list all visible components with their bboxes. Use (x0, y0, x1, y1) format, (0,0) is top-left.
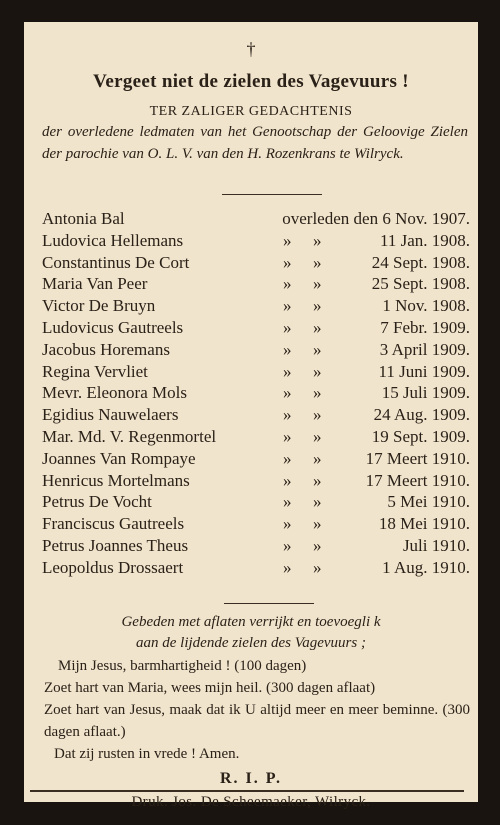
deceased-row (42, 252, 470, 274)
ditto-mark: » (283, 470, 292, 490)
deceased-name: Petrus De Vocht (42, 492, 152, 512)
deceased-row (42, 317, 470, 339)
death-date: 5 Mei 1910. (387, 492, 470, 512)
ditto-mark: » (313, 448, 322, 468)
prayer-line: Zoet hart van Maria, wees mijn heil. (300 dagen aflaat) (44, 680, 376, 696)
deceased-row (42, 513, 470, 535)
printer-credit: Druk. Jos. De Scheemaeker, Wilryck. (131, 794, 371, 810)
deceased-name: Victor De Bruyn (42, 296, 156, 316)
divider (222, 194, 322, 195)
ditto-mark: » (283, 448, 292, 468)
deceased-list (42, 208, 470, 579)
card-title: Vergeet niet de zielen des Vagevuurs ! (93, 71, 409, 92)
ditto-mark: » (283, 426, 292, 446)
ditto-mark: » (313, 339, 322, 359)
death-date: overleden den 6 Nov. 1907. (282, 209, 470, 228)
deceased-name: Henricus Mortelmans (42, 470, 190, 490)
prayer-intro (24, 612, 478, 653)
ditto-mark: » (313, 252, 322, 272)
memorial-card (24, 22, 478, 810)
prayer-line: Zoet hart van Jesus, maak dat ik U altijd meer en meer beminne. (300 dagen aflaat.) (44, 702, 470, 740)
deceased-name: Regina Vervliet (42, 361, 148, 381)
deceased-row (42, 361, 470, 383)
ditto-mark: » (283, 557, 292, 577)
ditto-mark: » (313, 557, 322, 577)
ditto-mark: » (283, 535, 292, 555)
deceased-row (42, 273, 470, 295)
ditto-mark: » (313, 317, 322, 337)
ditto-mark: » (283, 252, 292, 272)
ditto-mark: » (313, 383, 322, 403)
ditto-mark: » (283, 274, 292, 294)
deceased-row (42, 448, 470, 470)
death-date: 3 April 1909. (379, 339, 470, 359)
death-date: 17 Meert 1910. (365, 470, 470, 490)
deceased-name: Mevr. Eleonora Mols (42, 383, 187, 403)
deceased-name: Franciscus Gautreels (42, 514, 185, 534)
ditto-mark: » (313, 470, 322, 490)
ditto-mark: » (313, 405, 322, 425)
death-date: 17 Meert 1910. (365, 448, 470, 468)
deceased-row (42, 557, 470, 579)
rip-text: R. I. P. (219, 770, 283, 787)
ditto-mark: » (313, 535, 322, 555)
death-date: 11 Jan. 1908. (379, 230, 470, 250)
death-date: 7 Febr. 1909. (380, 317, 470, 337)
deceased-name: Egidius Nauwelaers (42, 405, 179, 425)
deceased-name: Ludovicus Gautreels (42, 317, 184, 337)
prayer-intro-line: aan de lijdende zielen des Vagevuurs ; (136, 634, 366, 651)
deceased-name: Jacobus Horemans (42, 339, 170, 359)
ditto-mark: » (313, 492, 322, 512)
cross-icon: † (246, 39, 256, 59)
death-date: 24 Sept. 1908. (371, 252, 470, 272)
prayer-line: Mijn Jesus, barmhartigheid ! (100 dagen) (58, 658, 307, 674)
deceased-row (42, 230, 470, 252)
deceased-row (42, 404, 470, 426)
ditto-mark: » (283, 383, 292, 403)
ditto-mark: » (283, 405, 292, 425)
deceased-name: Petrus Joannes Theus (42, 535, 189, 555)
deceased-row (42, 339, 470, 361)
deceased-row (42, 470, 470, 492)
intro-text: der overledene ledmaten van het Genootschap der Geloovige Zielen der parochie van O. L. V. van den H. Rozenkrans te Wilryck. (42, 124, 468, 162)
ditto-mark: » (313, 361, 322, 381)
divider (30, 790, 464, 792)
death-date: 18 Mei 1910. (378, 514, 470, 534)
prayer-intro-line: Gebeden met aflaten verrijkt en toevoegli k (121, 614, 381, 630)
deceased-name: Antonia Bal (42, 209, 125, 228)
ditto-mark: » (283, 361, 292, 381)
ditto-mark: » (313, 426, 322, 446)
deceased-row (42, 382, 470, 404)
death-date: 24 Aug. 1909. (373, 405, 470, 425)
death-date: 11 Juni 1909. (378, 361, 470, 381)
ditto-mark: » (283, 514, 292, 534)
deceased-row (42, 535, 470, 557)
ditto-mark: » (283, 230, 292, 250)
deceased-row (42, 491, 470, 513)
deceased-name: Constantinus De Cort (42, 252, 190, 272)
ditto-mark: » (313, 230, 322, 250)
card-subtitle: TER ZALIGER GEDACHTENIS (149, 104, 353, 119)
ditto-mark: » (283, 339, 292, 359)
death-date: 15 Juli 1909. (381, 383, 470, 403)
ditto-mark: » (283, 492, 292, 512)
ditto-mark: » (313, 514, 322, 534)
death-date: 19 Sept. 1909. (371, 426, 470, 446)
death-date: 25 Sept. 1908. (371, 274, 470, 294)
prayers (40, 655, 470, 743)
deceased-row (42, 295, 470, 317)
divider (224, 603, 314, 604)
death-date: 1 Aug. 1910. (382, 557, 470, 577)
deceased-row (42, 208, 470, 230)
deceased-name: Maria Van Peer (42, 274, 148, 294)
ditto-mark: » (313, 296, 322, 316)
deceased-row (42, 426, 470, 448)
ditto-mark: » (283, 296, 292, 316)
death-date: Juli 1910. (402, 535, 470, 555)
deceased-name: Ludovica Hellemans (42, 230, 184, 250)
rest-in-peace-text: Dat zij rusten in vrede ! Amen. (54, 746, 240, 762)
deceased-name: Leopoldus Drossaert (42, 557, 184, 577)
deceased-name: Mar. Md. V. Regenmortel (42, 426, 217, 446)
ditto-mark: » (283, 317, 292, 337)
ditto-mark: » (313, 274, 322, 294)
death-date: 1 Nov. 1908. (382, 296, 470, 316)
deceased-name: Joannes Van Rompaye (42, 448, 196, 468)
